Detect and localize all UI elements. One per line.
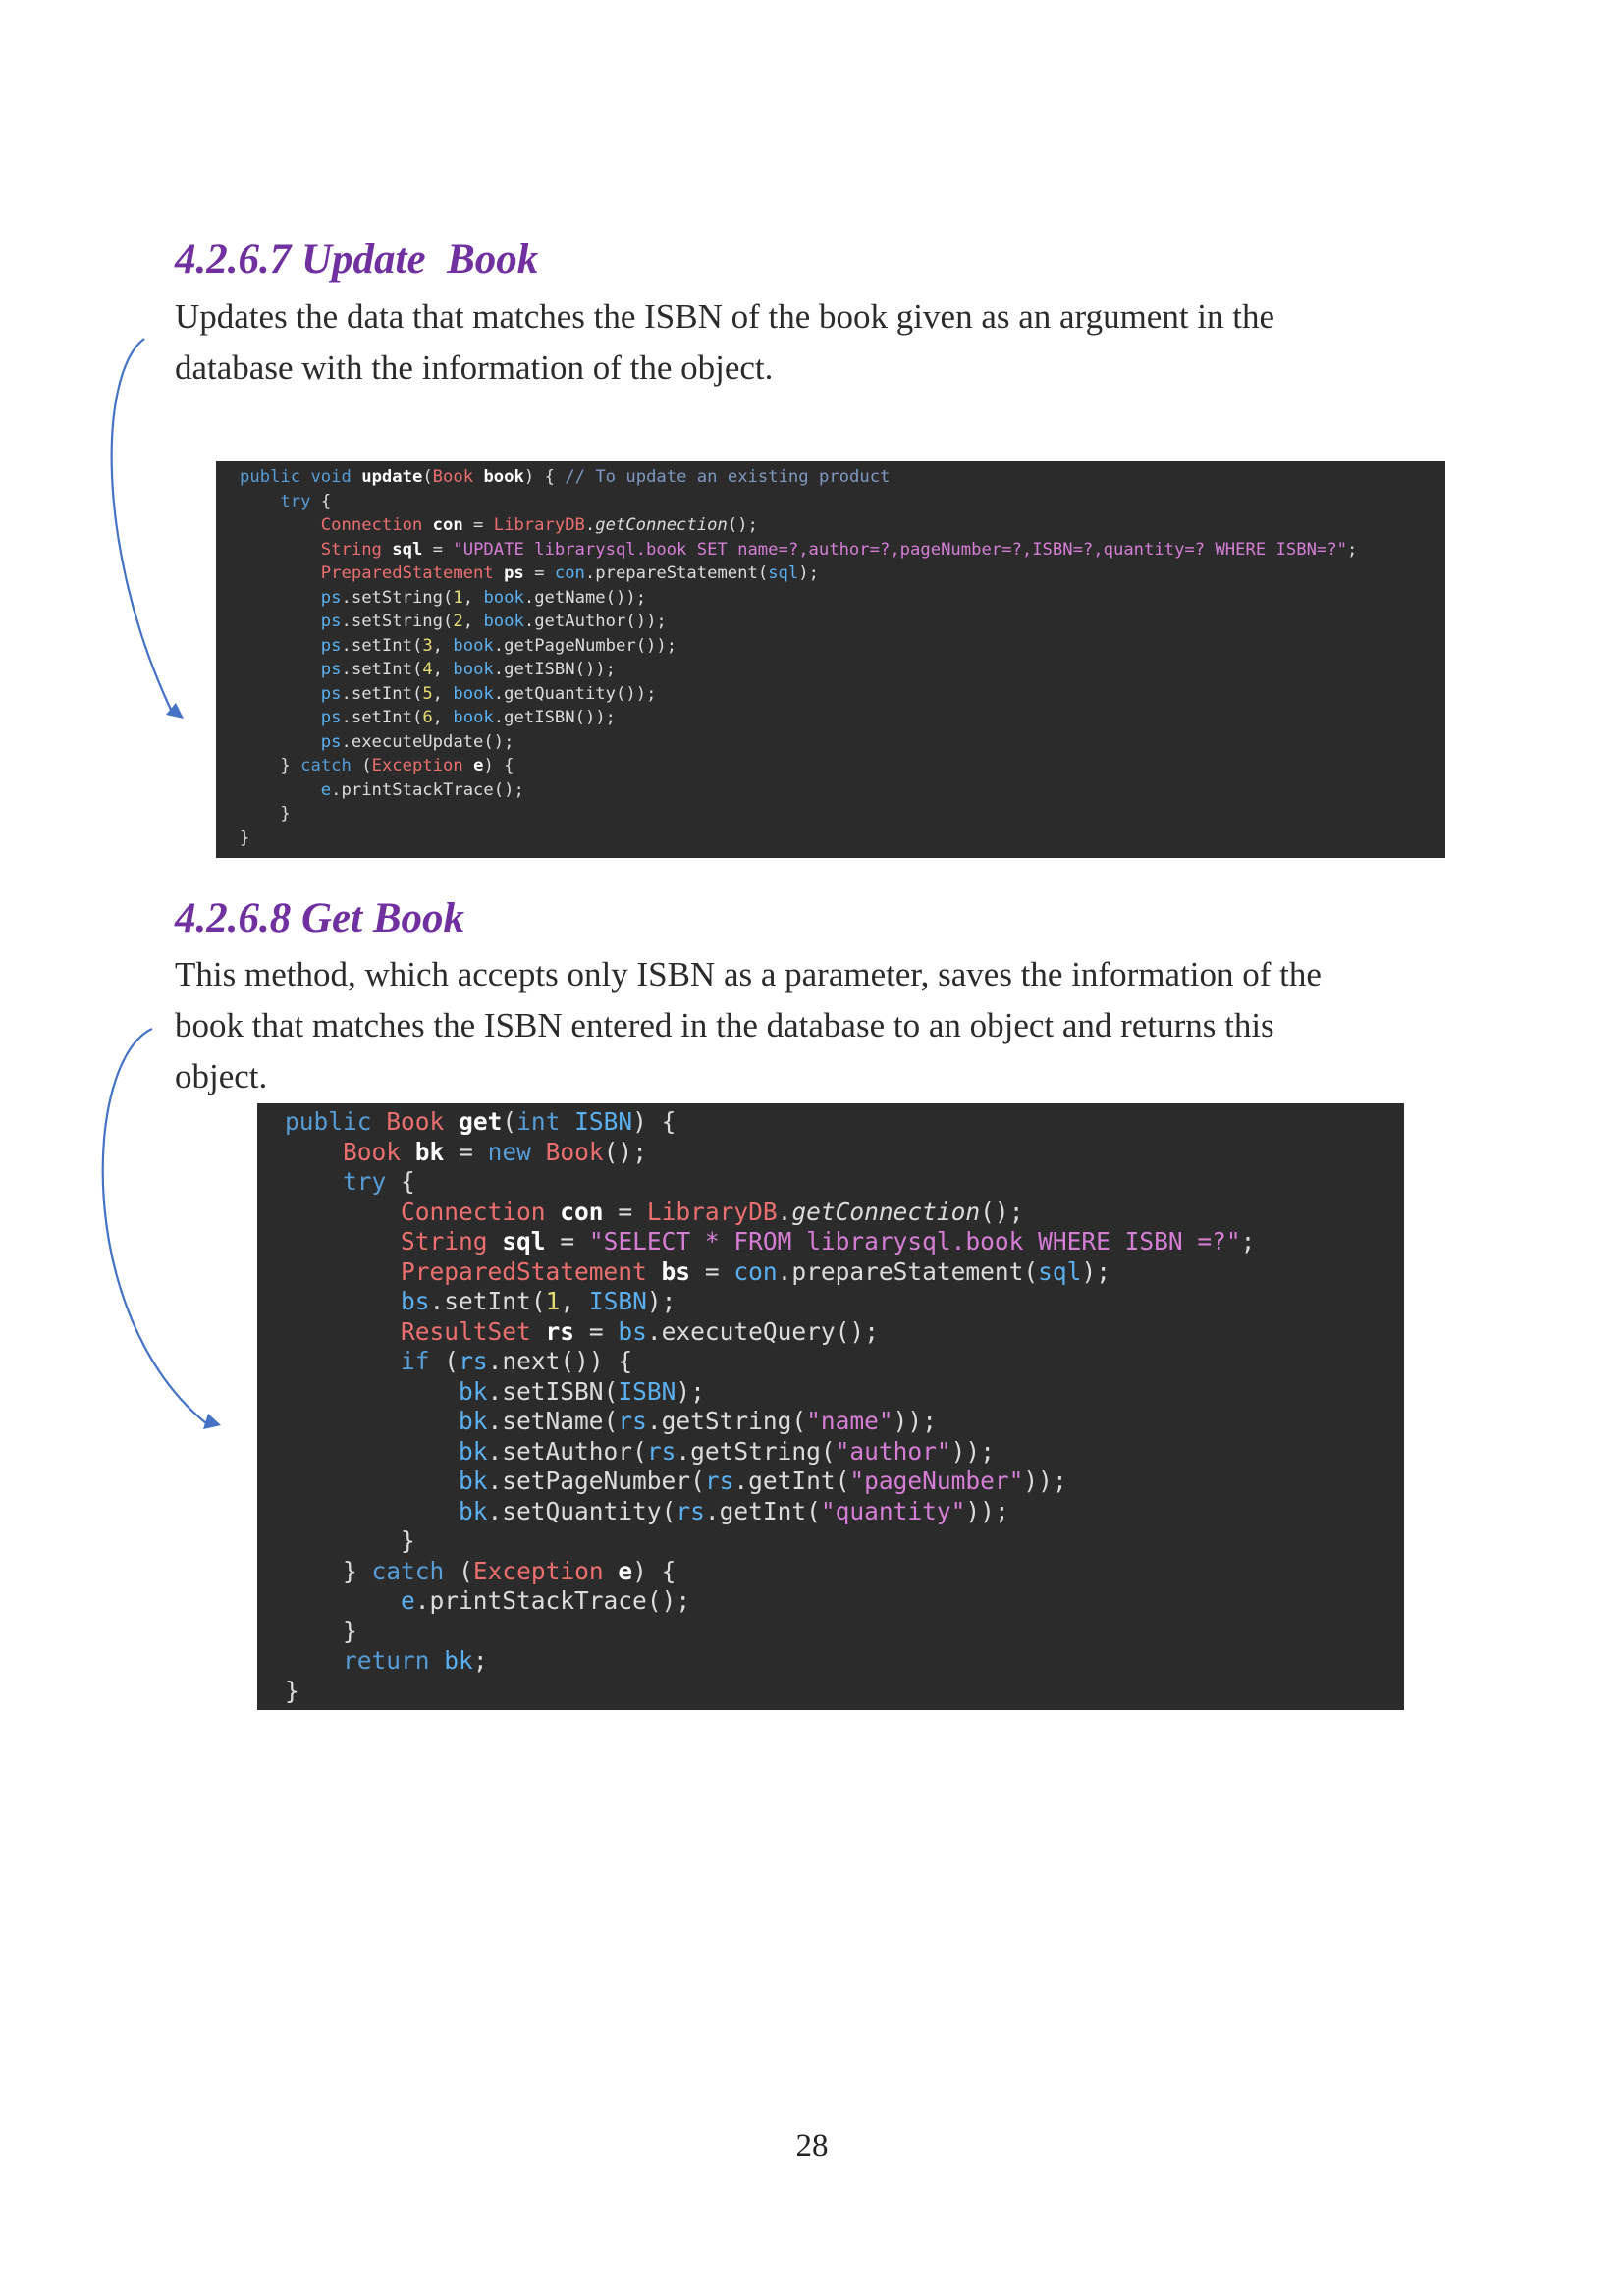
code-line: bk.setAuthor(rs.getString("author")); [459,1436,995,1466]
code-line: e.printStackTrace(); [401,1586,691,1615]
section-paragraph-get-book [175,949,1322,1102]
code-line: public Book get(int ISBN) { [285,1107,677,1136]
code-line: ResultSet rs = bs.executeQuery(); [401,1316,879,1346]
code-line: ps.setInt(6, book.getISBN()); [320,708,617,727]
code-line: ps.setInt(5, book.getQuantity()); [320,683,657,704]
code-line: } catch (Exception e) { [280,756,514,775]
code-line: bk.setQuantity(rs.getInt("quantity")); [459,1496,1009,1525]
paragraph-line: Updates the data that matches the ISBN of the book given as an argument in the [175,297,1275,336]
code-line: } [401,1526,415,1555]
code-line: Connection con = LibraryDB.getConnection(); [401,1197,1024,1226]
code-line: try { [343,1167,415,1196]
paragraph-line: database with the information of the object. [175,348,774,387]
paragraph-line: object. [175,1057,268,1095]
paragraph-line: book that matches the ISBN entered in the database to an object and returns this [175,1006,1274,1044]
code-line: bk.setName(rs.getString("name")); [459,1407,937,1435]
code-line: ps.setInt(3, book.getPageNumber()); [320,635,677,656]
code-line: public void update(Book book) { // To update an existing product [240,467,891,487]
code-line: PreparedStatement bs = con.prepareStatement(sql); [401,1256,1110,1286]
curved-arrow-icon [69,1021,216,1433]
code-line: bs.setInt(1, ISBN); [401,1287,677,1315]
code-line: PreparedStatement ps = con.prepareStatement(sql); [320,563,819,583]
curved-arrow-icon [93,334,191,726]
code-line: ps.setString(1, book.getName()); [320,587,647,608]
code-line: ps.setInt(4, book.getISBN()); [320,660,617,679]
code-line: Connection con = LibraryDB.getConnection(); [320,515,758,535]
code-block-update-method [216,461,1445,858]
code-line: try { [280,491,332,511]
code-line: if (rs.next()) { [401,1347,633,1375]
section-heading-get-book: 4.2.6.8 Get Book [175,895,465,941]
code-line: ps.setString(2, book.getAuthor()); [320,612,667,631]
section-heading-update-book: 4.2.6.7 Update Book [175,237,539,283]
code-line: ps.executeUpdate(); [320,731,514,752]
code-line: String sql = "UPDATE librarysql.book SET name=?,author=?,pageNumber=?,ISBN=?,quantity=? WHERE ISBN=?"; [320,539,1358,560]
code-line: String sql = "SELECT * FROM librarysql.book WHERE ISBN =?"; [401,1227,1256,1255]
code-line: } [285,1676,299,1705]
section-paragraph-update-book [175,292,1274,394]
code-line: } [240,828,250,848]
code-line: bk.setPageNumber(rs.getInt("pageNumber")); [459,1467,1067,1495]
code-line: } catch (Exception e) { [343,1556,677,1585]
code-line: } [343,1616,357,1645]
paragraph-line: This method, which accepts only ISBN as a parameter, saves the information of the [175,955,1322,993]
page-number: 28 [795,2128,829,2163]
code-line: e.printStackTrace(); [320,779,524,800]
code-line: } [280,804,291,824]
code-line: bk.setISBN(ISBN); [459,1376,705,1406]
code-line: Book bk = new Book(); [343,1137,647,1166]
code-line: return bk; [343,1646,488,1675]
code-block-get-method [257,1103,1404,1710]
